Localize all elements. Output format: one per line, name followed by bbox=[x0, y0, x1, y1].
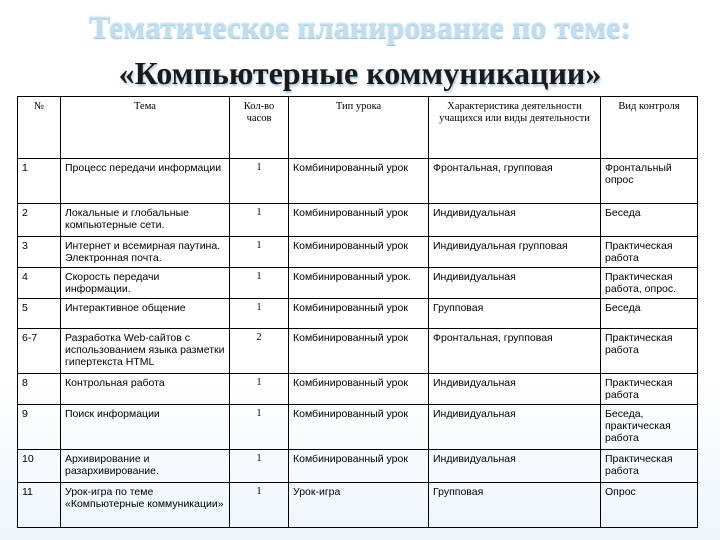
table-row bbox=[18, 374, 698, 405]
header-activity: Характеристика деятельности учащихся или виды деятельности bbox=[429, 97, 601, 159]
cell-activity: Групповая bbox=[429, 299, 601, 329]
header-lesson-type: Тип урока bbox=[289, 97, 429, 159]
cell-hours: 1 bbox=[230, 268, 289, 299]
cell-control: Практическая работа bbox=[601, 329, 698, 374]
table-row bbox=[18, 405, 698, 450]
cell-control: Практическая работа, опрос. bbox=[601, 268, 698, 299]
cell-number: 10 bbox=[18, 450, 61, 483]
cell-hours: 1 bbox=[230, 159, 289, 204]
cell-number: 8 bbox=[18, 374, 61, 405]
cell-hours: 2 bbox=[230, 329, 289, 374]
cell-hours: 1 bbox=[230, 374, 289, 405]
cell-number: 3 bbox=[18, 237, 61, 268]
cell-lesson-type: Комбинированный урок bbox=[289, 329, 429, 374]
table-row bbox=[18, 204, 698, 237]
cell-topic: Поиск информации bbox=[61, 405, 230, 450]
cell-control: Беседа bbox=[601, 299, 698, 329]
cell-hours: 1 bbox=[230, 237, 289, 268]
cell-topic: Интерактивное общение bbox=[61, 299, 230, 329]
cell-lesson-type: Комбинированный урок bbox=[289, 159, 429, 204]
cell-lesson-type: Комбинированный урок. bbox=[289, 268, 429, 299]
title-line-2: «Компьютерные коммуникации» bbox=[118, 55, 602, 91]
table-row bbox=[18, 483, 698, 528]
cell-activity: Индивидуальная bbox=[429, 204, 601, 237]
cell-topic: Архивирование и разархивирование. bbox=[61, 450, 230, 483]
cell-topic: Контрольная работа bbox=[61, 374, 230, 405]
cell-hours: 1 bbox=[230, 450, 289, 483]
cell-control: Опрос bbox=[601, 483, 698, 528]
planning-table bbox=[17, 96, 698, 528]
header-topic: Тема bbox=[61, 97, 230, 159]
cell-control: Практическая работа bbox=[601, 237, 698, 268]
cell-lesson-type: Комбинированный урок bbox=[289, 299, 429, 329]
cell-lesson-type: Комбинированный урок bbox=[289, 405, 429, 450]
cell-activity: Индивидуальная bbox=[429, 374, 601, 405]
cell-control: Беседа bbox=[601, 204, 698, 237]
cell-topic: Процесс передачи информации bbox=[61, 159, 230, 204]
cell-activity: Индивидуальная bbox=[429, 405, 601, 450]
cell-topic: Локальные и глобальные компьютерные сети. bbox=[61, 204, 230, 237]
table-row bbox=[18, 268, 698, 299]
cell-activity: Групповая bbox=[429, 483, 601, 528]
cell-number: 6-7 bbox=[18, 329, 61, 374]
cell-hours: 1 bbox=[230, 299, 289, 329]
cell-number: 11 bbox=[18, 483, 61, 528]
slide-title bbox=[0, 0, 720, 100]
cell-lesson-type: Урок-игра bbox=[289, 483, 429, 528]
cell-control: Практическая работа bbox=[601, 374, 698, 405]
cell-control: Беседа, практическая работа bbox=[601, 405, 698, 450]
table-row bbox=[18, 299, 698, 329]
cell-topic: Урок-игра по теме «Компьютерные коммуникации» bbox=[61, 483, 230, 528]
cell-hours: 1 bbox=[230, 483, 289, 528]
table-header-row bbox=[18, 97, 698, 159]
cell-hours: 1 bbox=[230, 204, 289, 237]
cell-number: 9 bbox=[18, 405, 61, 450]
table-row bbox=[18, 159, 698, 204]
cell-topic: Разработка Web-сайтов с использованием языка разметки гипертекста HTML bbox=[61, 329, 230, 374]
cell-number: 5 bbox=[18, 299, 61, 329]
table-row bbox=[18, 329, 698, 374]
title-line-1: Тематическое планирование по теме: bbox=[89, 10, 631, 45]
header-control: Вид контроля bbox=[601, 97, 698, 159]
cell-lesson-type: Комбинированный урок bbox=[289, 237, 429, 268]
cell-number: 4 bbox=[18, 268, 61, 299]
cell-activity: Индивидуальная групповая bbox=[429, 237, 601, 268]
cell-lesson-type: Комбинированный урок bbox=[289, 374, 429, 405]
table-row bbox=[18, 237, 698, 268]
cell-activity: Индивидуальная bbox=[429, 450, 601, 483]
cell-activity: Фронтальная, групповая bbox=[429, 159, 601, 204]
table-row bbox=[18, 450, 698, 483]
cell-activity: Индивидуальная bbox=[429, 268, 601, 299]
cell-number: 1 bbox=[18, 159, 61, 204]
cell-activity: Фронтальная, групповая bbox=[429, 329, 601, 374]
cell-lesson-type: Комбинированный урок bbox=[289, 450, 429, 483]
header-hours: Кол-во часов bbox=[230, 97, 289, 159]
cell-number: 2 bbox=[18, 204, 61, 237]
cell-control: Фронтальный опрос bbox=[601, 159, 698, 204]
cell-lesson-type: Комбинированный урок bbox=[289, 204, 429, 237]
header-number: № bbox=[18, 97, 61, 159]
cell-control: Практическая работа bbox=[601, 450, 698, 483]
cell-hours: 1 bbox=[230, 405, 289, 450]
cell-topic: Интернет и всемирная паутина. Электронная почта. bbox=[61, 237, 230, 268]
cell-topic: Скорость передачи информации. bbox=[61, 268, 230, 299]
